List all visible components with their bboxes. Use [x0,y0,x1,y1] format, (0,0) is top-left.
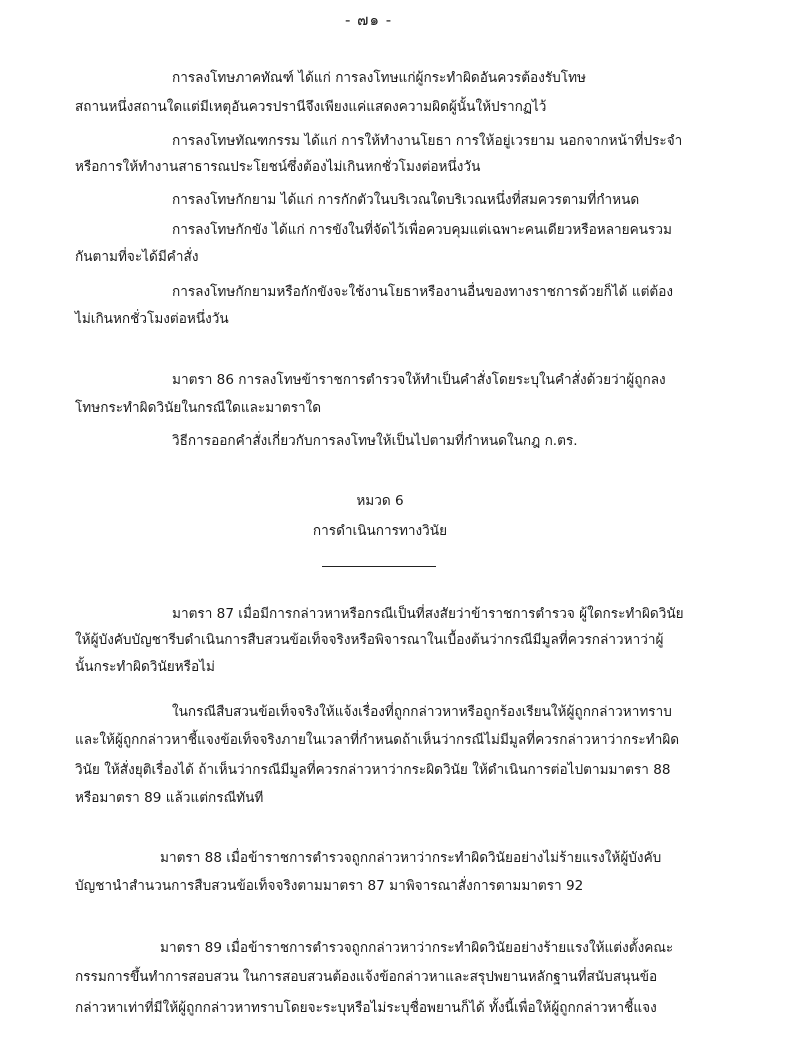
section-86-line: โทษกระทำผิดวินัยในกรณีใดและมาตราใด [75,400,322,416]
section-89-line: กรรมการขึ้นทำการสอบสวน ในการสอบสวนต้องแจ้งข้อกล่าวหาและสรุปพยานหลักฐานที่สนับสนุนข้อ [75,969,658,985]
body-line: หรือการให้ทำงานสาธารณประโยชน์ซึ่งต้องไม่เกินหกชั่วโมงต่อหนึ่งวัน [75,159,481,175]
section-86-line: วิธีการออกคำสั่งเกี่ยวกับการลงโทษให้เป็นไปตามที่กำหนดในกฎ ก.ตร. [172,433,578,449]
section-87-line: มาตรา 87 เมื่อมีการกล่าวหาหรือกรณีเป็นที่สงสัยว่าข้าราชการตำรวจ ผู้ใดกระทำผิดวินัย [172,606,684,622]
section-87-line: และให้ผู้ถูกกล่าวหาชี้แจงข้อเท็จจริงภายในเวลาที่กำหนดถ้าเห็นว่ากรณีไม่มีมูลที่ควรกล่าวหาว่ากระทำผิด [75,732,680,748]
section-89-line: มาตรา 89 เมื่อข้าราชการตำรวจถูกกล่าวหาว่ากระทำผิดวินัยอย่างร้ายแรงให้แต่งตั้งคณะ [160,940,674,956]
body-line: กันตามที่จะได้มีคำสั่ง [75,249,199,265]
section-87-line: ให้ผู้บังคับบัญชารีบดำเนินการสืบสวนข้อเท็จจริงหรือพิจารณาในเบื้องต้นว่ากรณีมีมูลที่ควรกล่าวหาว่าผู้ [75,632,664,648]
page-number: - ๗๑ - [345,11,393,29]
body-line: การลงโทษภาคทัณฑ์ ได้แก่ การลงโทษแก่ผู้กระทำผิดอันควรต้องรับโทษ [172,70,586,86]
body-line: การลงโทษกักขัง ได้แก่ การขังในที่จัดไว้เพื่อควบคุมแต่เฉพาะคนเดียวหรือหลายคนรวม [172,222,672,238]
section-89-line: กล่าวหาเท่าที่มีให้ผู้ถูกกล่าวหาทราบโดยจะระบุหรือไม่ระบุชื่อพยานก็ได้ ทั้งนี้เพื่อให้ผู้ถูกกล่าวหาชี้แจง [75,1000,657,1016]
chapter-title: การดำเนินการทางวินัย [312,523,448,539]
section-88-line: บัญชานำสำนวนการสืบสวนข้อเท็จจริงตามมาตรา 87 มาพิจารณาสั่งการตามมาตรา 92 [75,878,584,894]
section-87-line: ในกรณีสืบสวนข้อเท็จจริงให้แจ้งเรื่องที่ถูกกล่าวหาหรือถูกร้องเรียนให้ผู้ถูกกล่าวหาทราบ [172,704,672,720]
chapter-number: หมวด 6 [356,493,404,509]
section-88-line: มาตรา 88 เมื่อข้าราชการตำรวจถูกกล่าวหาว่ากระทำผิดวินัยอย่างไม่ร้ายแรงให้ผู้บังคับ [160,850,662,866]
body-line: ไม่เกินหกชั่วโมงต่อหนึ่งวัน [75,311,229,327]
body-line: การลงโทษทัณฑกรรม ได้แก่ การให้ทำงานโยธา การให้อยู่เวรยาม นอกจากหน้าที่ประจำ [172,133,683,149]
chapter-divider [322,566,436,567]
body-line: การลงโทษกักยามหรือกักขังจะใช้งานโยธาหรืองานอื่นของทางราชการด้วยก็ได้ แต่ต้อง [172,284,674,300]
body-line: สถานหนึ่งสถานใดแต่มีเหตุอันควรปรานีจึงเพียงแค่แสดงความผิดผู้นั้นให้ปรากฏไว้ [75,99,547,115]
section-87-line: นั้นกระทำผิดวินัยหรือไม่ [75,659,215,675]
body-line: การลงโทษกักยาม ได้แก่ การกักตัวในบริเวณใดบริเวณหนึ่งที่สมควรตามที่กำหนด [172,192,640,208]
section-87-line: วินัย ให้สั่งยุติเรื่องได้ ถ้าเห็นว่ากรณีมีมูลที่ควรกล่าวหาว่ากระผิดวินัย ให้ดำเนินการต่อไปตามมาตรา 88 [75,762,671,778]
section-86-line: มาตรา 86 การลงโทษข้าราชการตำรวจให้ทำเป็นคำสั่งโดยระบุในคำสั่งด้วยว่าผู้ถูกลง [172,372,666,388]
section-87-line: หรือมาตรา 89 แล้วแต่กรณีทันที [75,790,264,806]
